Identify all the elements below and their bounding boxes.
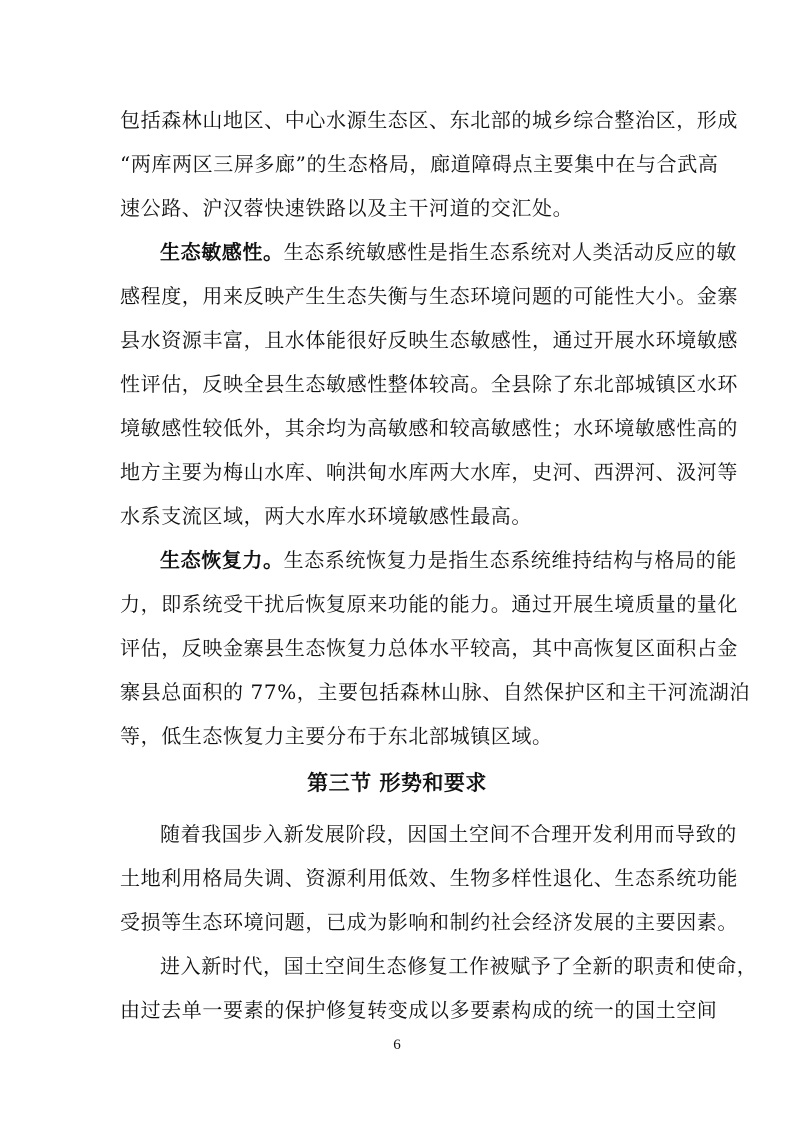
text-line: 水系支流区域，两大水库水环境敏感性最高。 [120, 504, 532, 528]
text-line: 力，即系统受干扰后恢复原来功能的能力。通过开展生境质量的量化 [120, 592, 738, 616]
text-line: 进入新时代，国土空间生态修复工作被赋予了全新的职责和使命， [160, 954, 758, 978]
text-line: 速公路、沪汉蓉快速铁路以及主干河道的交汇处。 [120, 196, 574, 220]
text-run: 生态系统恢复力是指生态系统维持结构与格局的能 [283, 548, 737, 572]
text-line: 县水资源丰富，且水体能很好反映生态敏感性，通过开展水环境敏感 [120, 328, 738, 352]
text-line: 感程度，用来反映产生生态失衡与生态环境问题的可能性大小。金寨 [120, 284, 738, 308]
section-heading: 第三节 形势和要求 [307, 771, 487, 795]
text-line: 土地利用格局失调、资源利用低效、生物多样性退化、生态系统功能 [120, 866, 738, 890]
text-line: 评估，反映金寨县生态恢复力总体水平较高，其中高恢复区面积占金 [120, 636, 738, 660]
text-run: 生态系统敏感性是指生态系统对人类活动反应的敏 [283, 240, 737, 264]
text-line: “两库两区三屏多廊”的生态格局，廊道障碍点主要集中在与合武高 [120, 152, 719, 176]
text-line: 随着我国步入新发展阶段，因国土空间不合理开发利用而导致的 [160, 822, 737, 846]
text-line [160, 548, 737, 572]
text-line [160, 240, 737, 264]
text-line: 等，低生态恢复力主要分布于东北部城镇区域。 [120, 724, 553, 748]
text-line: 由过去单一要素的保护修复转变成以多要素构成的统一的国土空间 [120, 998, 718, 1022]
text-line: 包括森林山地区、中心水源生态区、东北部的城乡综合整治区，形成 [120, 108, 738, 132]
text-line: 性评估，反映全县生态敏感性整体较高。全县除了东北部城镇区水环 [120, 372, 738, 396]
text-line: 地方主要为梅山水库、响洪甸水库两大水库，史河、西淠河、汲河等 [120, 460, 738, 484]
page-number: 6 [393, 1037, 401, 1053]
paragraph-lead: 生态敏感性。 [160, 240, 284, 264]
text-line: 寨县总面积的 77%，主要包括森林山脉、自然保护区和主干河流湖泊 [120, 680, 751, 704]
paragraph-lead: 生态恢复力。 [160, 548, 284, 572]
text-line: 境敏感性较低外，其余均为高敏感和较高敏感性；水环境敏感性高的 [120, 416, 738, 440]
text-line: 受损等生态环境问题，已成为影响和制约社会经济发展的主要因素。 [120, 910, 738, 934]
